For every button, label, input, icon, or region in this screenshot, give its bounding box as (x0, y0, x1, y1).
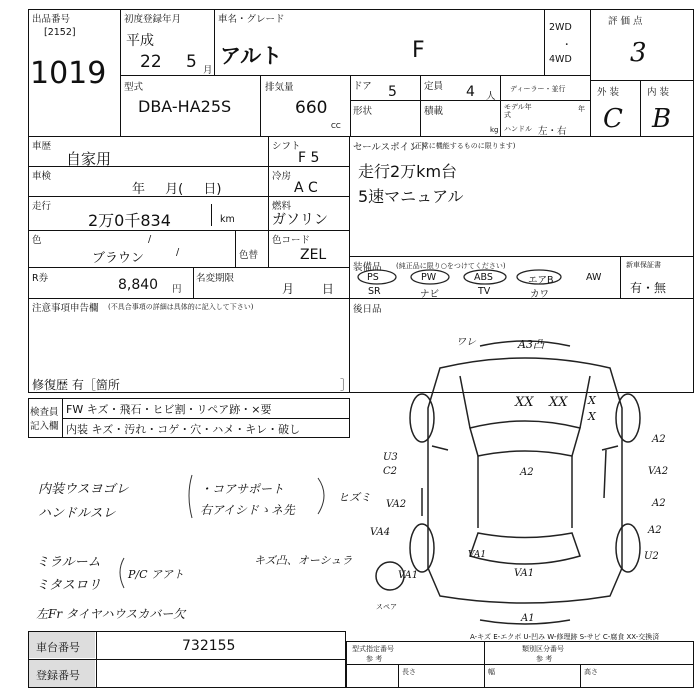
score-value: 3 (630, 38, 647, 68)
doors: 5 (388, 84, 397, 100)
shift-label: シフト (272, 141, 301, 152)
model-code-label: 型式指定番号 (352, 645, 394, 653)
kg-unit: kg (490, 126, 499, 134)
model-year-label: モデル年式 (504, 103, 532, 119)
displacement: 660 (295, 98, 328, 118)
mark-spare: スペア (376, 603, 397, 611)
repair-close: ］ (340, 378, 353, 392)
mark-18: VA1 (468, 550, 487, 560)
rticket: 8,840 (118, 277, 159, 293)
inspection-label: 車検 (32, 171, 52, 182)
ac: A C (294, 180, 318, 196)
reg-month-unit: 月 (203, 65, 213, 76)
sales-line-2: 5速マニュアル (358, 187, 464, 206)
color-slash-2: / (176, 247, 180, 258)
mark-15: A2 (648, 525, 662, 536)
equip-leather: カワ (530, 289, 550, 300)
note-2: ハンドルスレ (38, 506, 116, 521)
equipment-circles (349, 256, 621, 298)
note-5: ヒズミ (338, 491, 371, 504)
year-unit: 年 (578, 105, 585, 113)
persons-unit: 人 (486, 91, 496, 102)
color-code-label: 色コード (272, 235, 311, 246)
lot-number: 1019 (30, 56, 107, 91)
reg-month: 5 (186, 52, 197, 72)
width-label: 幅 (488, 668, 495, 676)
equip-tv: TV (478, 286, 491, 297)
ref-2: 参 考 (536, 655, 553, 663)
interior-label: 内 装 (647, 87, 670, 98)
note-8: P/C アアト (128, 568, 185, 581)
length-label: 長さ (402, 668, 416, 676)
caution-note: (不具合事項の詳細は具体的に記入して下さい) (108, 303, 254, 311)
equip-abs: ABS (474, 272, 493, 283)
inspector-row-1: FW キズ・飛石・ヒビ割・リペア跡・×要 (66, 403, 272, 416)
mark-11: VA2 (386, 499, 407, 510)
mark-14: VA4 (370, 527, 391, 538)
mark-13: VA1 (398, 570, 419, 581)
sales-label: セールスポイント (353, 142, 429, 153)
warranty: 有・無 (630, 281, 667, 295)
note-10: 左Fr タイヤハウスカバー欠 (36, 607, 186, 621)
sales-line-1: 走行2万km台 (358, 162, 458, 181)
caution-label: 注意事項申告欄 (32, 303, 99, 314)
handle: 左・右 (538, 126, 567, 137)
transfer-date: 月 日 (282, 282, 334, 296)
mark-6: U3 (383, 452, 398, 463)
header-frame (28, 9, 694, 137)
drive-dot: ・ (562, 40, 572, 51)
shift: F 5 (298, 150, 320, 166)
inspector-row-2: 内装 キズ・汚れ・コゲ・穴・ハメ・キレ・破し (66, 423, 301, 436)
color-slash: / (148, 234, 152, 245)
equipment-label: 装備品 (353, 262, 382, 273)
note-7: ミタスロリ (36, 578, 102, 593)
model: DBA-HA25S (138, 97, 232, 116)
drive-2wd: 2WD (549, 22, 572, 33)
capacity: 4 (466, 84, 475, 100)
model-label: 型式 (124, 82, 144, 93)
mark-4: X (588, 394, 596, 407)
sales-note: (正常に機能するものに限ります) (412, 142, 516, 150)
rticket-label: R券 (32, 273, 49, 284)
lot-sub: [2152] (44, 27, 76, 38)
diagram-legend: A-キズ E-エクボ U-凹み W-修理跡 S-サビ C-腐食 XX-交換済 (470, 633, 660, 641)
load-label: 積載 (424, 106, 444, 117)
note-1: 内装ウスヨゴレ (38, 482, 129, 497)
score-label: 評 価 点 (608, 16, 643, 27)
reg-year: 22 (140, 52, 162, 72)
mark-20: A1 (521, 613, 535, 624)
later-label: 後日品 (353, 304, 382, 315)
note-9: キズ凸、オーシュラ (254, 554, 353, 567)
inspector-label-1: 検査員 (30, 407, 59, 418)
mark-17: VA1 (514, 568, 535, 579)
exterior-grade: C (603, 104, 623, 134)
mark-3: XX (549, 395, 568, 410)
inspector-label-2: 記入欄 (30, 421, 59, 432)
capacity-label: 定員 (424, 81, 444, 92)
ref-1: 参 考 (366, 655, 383, 663)
note-6: ミラルーム (36, 555, 101, 570)
mark-9: A2 (652, 434, 666, 445)
car-number: 732155 (182, 638, 236, 654)
era: 平成 (126, 33, 154, 49)
warranty-label: 新車保証書 (626, 261, 661, 269)
category-label: 類別区分番号 (522, 645, 564, 653)
transfer-label: 名変期限 (196, 273, 235, 284)
reg-number-label: 登録番号 (36, 669, 80, 682)
mark-16: U2 (644, 551, 659, 562)
handle-label: ハンドル (504, 125, 532, 133)
mark-5: X (588, 410, 596, 423)
car-name-label: 車名・グレード (218, 14, 285, 25)
cc-unit: CC (331, 122, 341, 130)
equip-pw: PW (421, 272, 437, 283)
history-label: 車歴 (32, 141, 52, 152)
mark-8: A2 (520, 467, 534, 478)
mark-1: A3凸 (518, 338, 544, 351)
color-label: 色 (32, 235, 42, 246)
first-reg-label: 初度登録年月 (124, 14, 182, 25)
grade: F (412, 38, 425, 63)
equip-navi: ナビ (420, 289, 440, 300)
mileage-label: 走行 (32, 201, 52, 212)
interior-grade: B (652, 104, 672, 134)
details-frame (28, 136, 353, 393)
note-3: ・コアサポート (200, 482, 285, 496)
mark-10: VA2 (648, 466, 669, 477)
color-code: ZEL (300, 247, 327, 263)
drive-4wd: 4WD (549, 54, 572, 65)
equipment-note: (純正品に限り○をつけてください) (396, 262, 506, 270)
fuel: ガソリン (272, 212, 328, 228)
car-damage-diagram (360, 328, 690, 628)
fuel-label: 燃料 (272, 201, 292, 212)
displacement-label: 排気量 (265, 82, 294, 93)
height-label: 高さ (584, 668, 598, 676)
km-unit: km (220, 214, 235, 225)
car-number-label: 車台番号 (36, 641, 80, 654)
color: ブラウン (92, 251, 145, 266)
shape-label: 形状 (353, 106, 373, 117)
equip-aw: AW (586, 272, 602, 283)
exterior-label: 外 装 (597, 87, 620, 98)
doors-label: ドア (353, 81, 372, 92)
equip-ps: PS (367, 272, 379, 283)
inspection-date: 年 月( 日) (132, 182, 222, 197)
equip-airbag: エアB (528, 275, 554, 286)
mileage: 2万0千834 (88, 211, 171, 230)
mark-0: ワレ (456, 337, 476, 348)
note-4: 右アイシドゝネ先 (200, 503, 295, 517)
dealer-label: ディーラー・並行 (510, 85, 566, 93)
equip-sr: SR (368, 286, 381, 297)
recolor-label: 色替 (239, 250, 259, 261)
history: 自家用 (66, 150, 112, 168)
repair-history: 修復歴 有［箇所 (32, 378, 120, 392)
car-name: アルト (220, 44, 283, 68)
mark-2: XX (515, 395, 534, 410)
ac-label: 冷房 (272, 171, 292, 182)
lot-label: 出品番号 (32, 14, 71, 25)
mark-12: A2 (652, 498, 666, 509)
yen-unit: 円 (172, 284, 182, 295)
mark-7: C2 (383, 466, 398, 477)
